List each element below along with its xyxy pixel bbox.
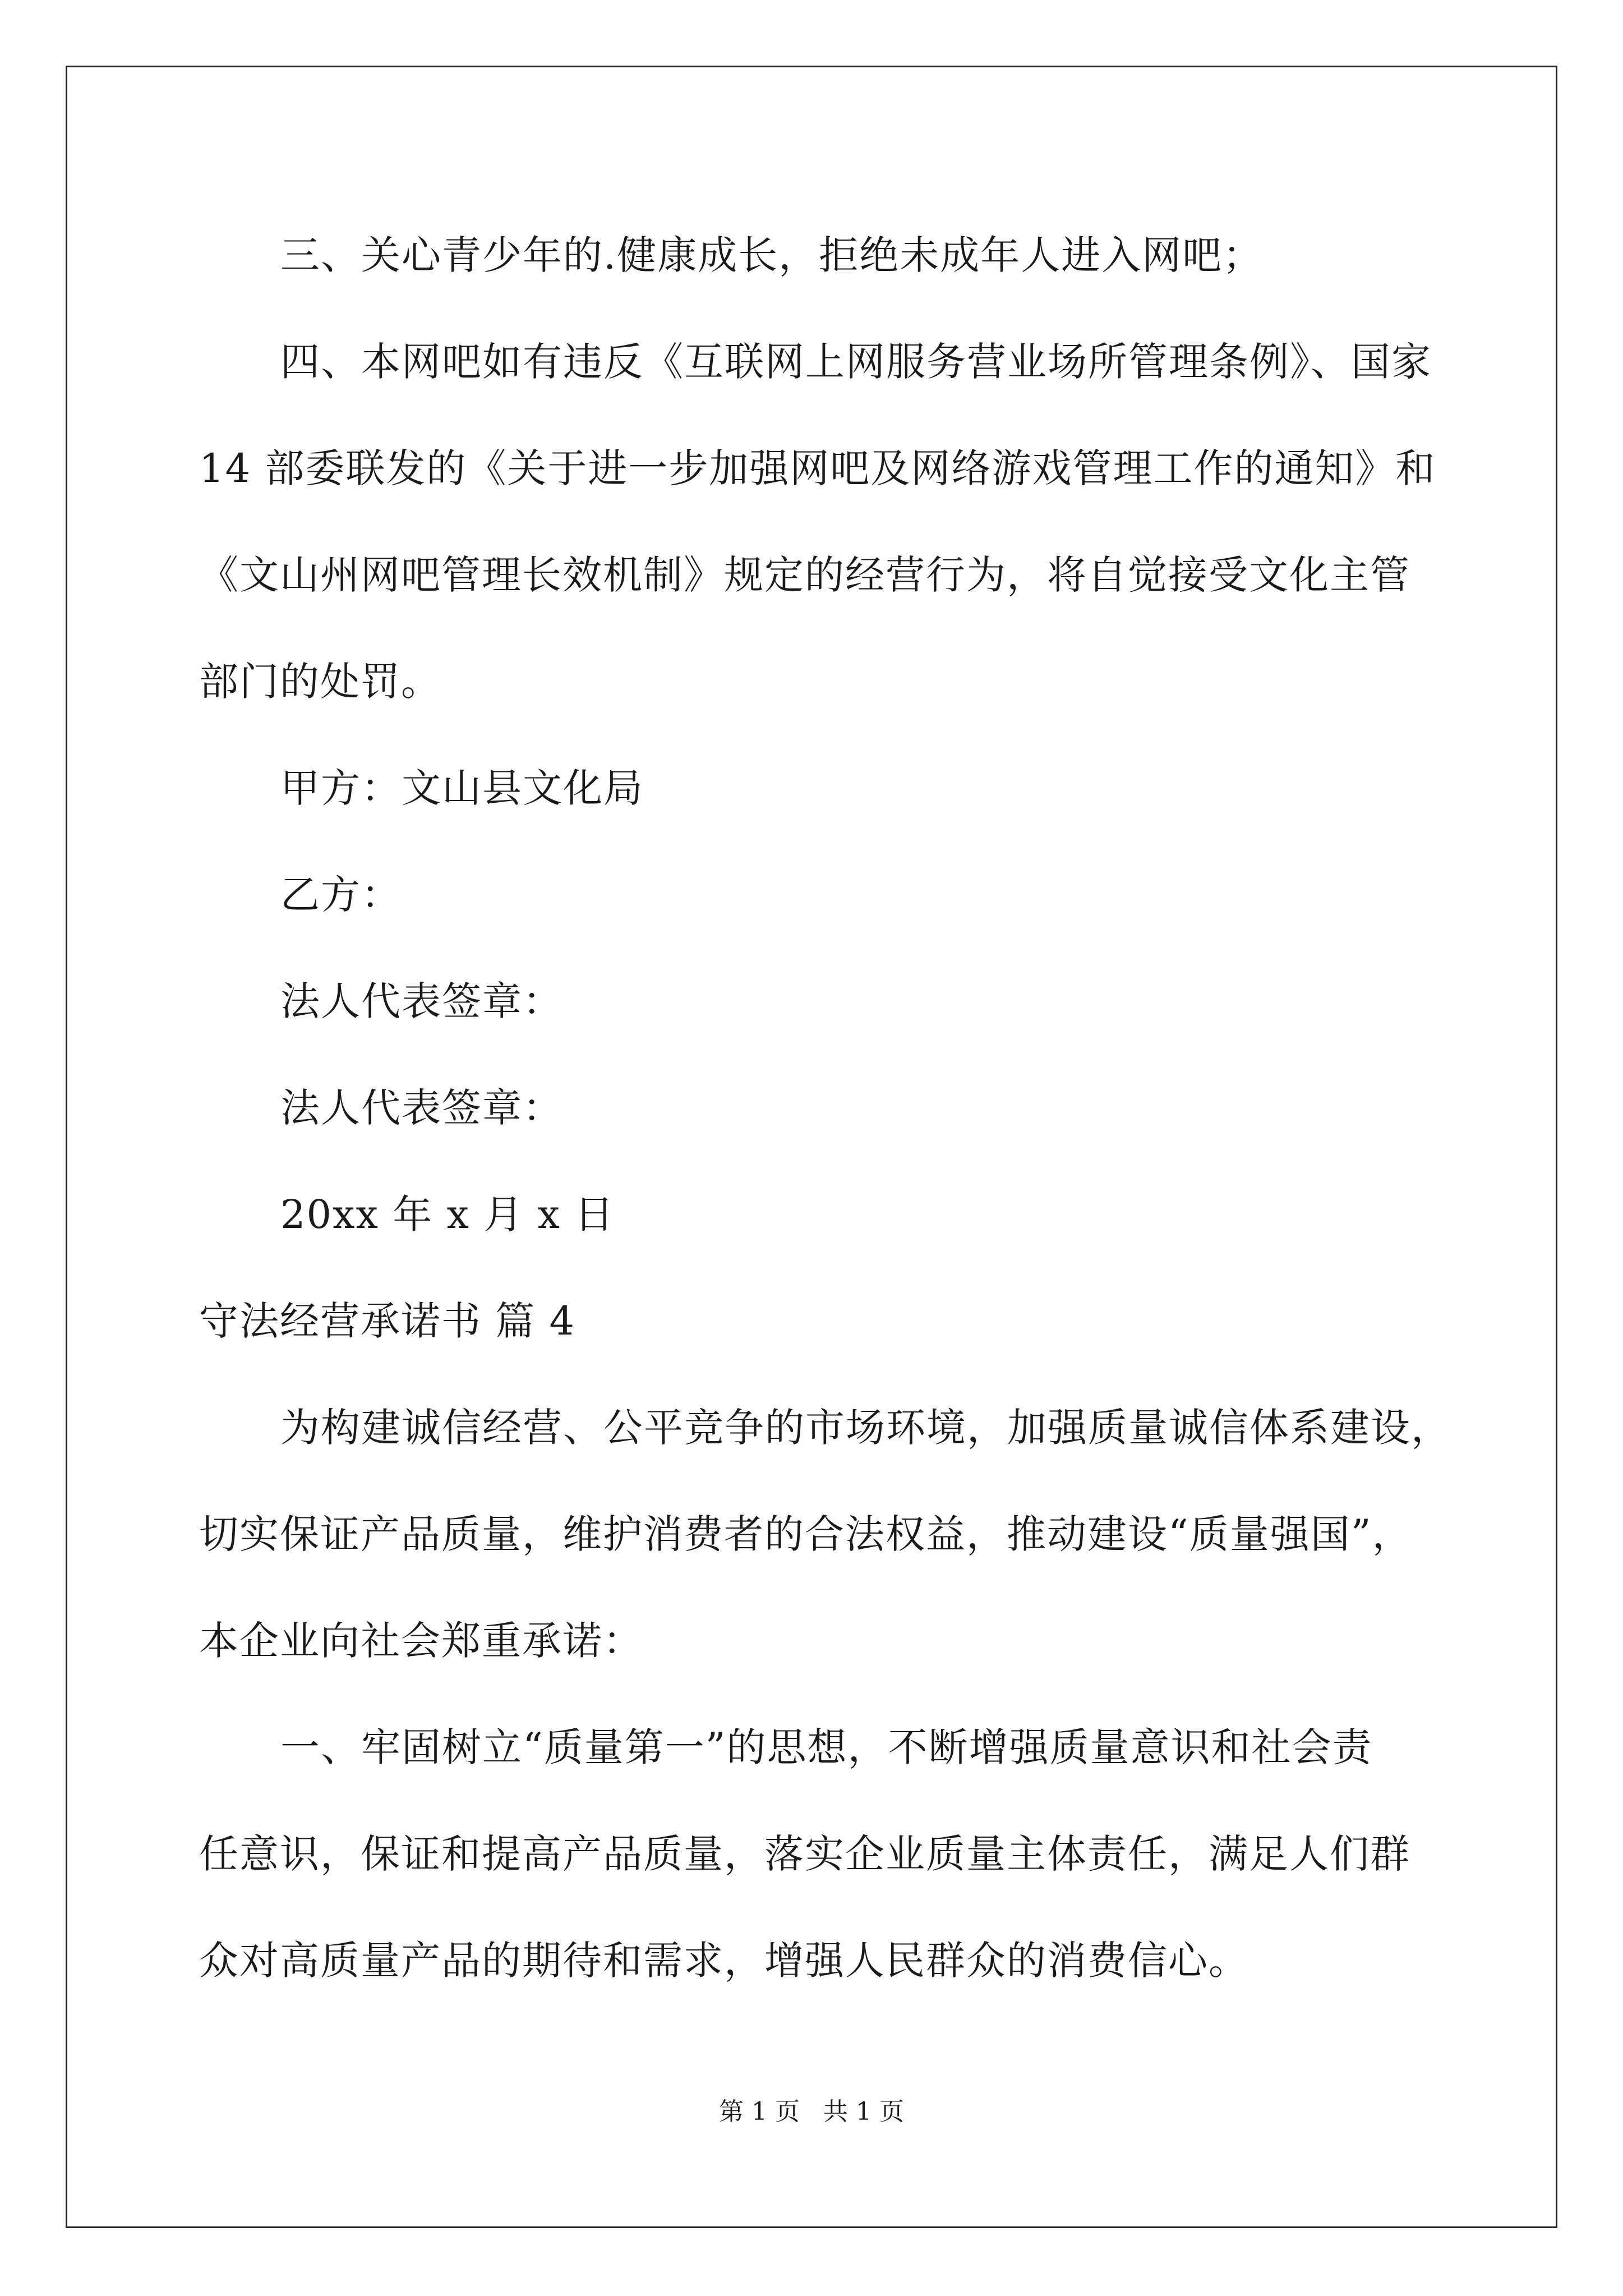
paragraph-line: 三、关心青少年的.健康成长，拒绝未成年人进入网吧； bbox=[280, 232, 1264, 278]
date-line: 20xx 年 x 月 x 日 bbox=[280, 1191, 615, 1237]
paragraph-line: 本企业向社会郑重承诺： bbox=[199, 1618, 643, 1664]
signature-line: 法人代表签章： bbox=[280, 1085, 563, 1131]
signature-line: 法人代表签章： bbox=[280, 978, 563, 1024]
paragraph-line: 为构建诚信经营、公平竞争的市场环境，加强质量诚信体系建设， bbox=[280, 1405, 1451, 1451]
page-footer: 第 1 页 共 1 页 bbox=[719, 2097, 904, 2126]
paragraph-line: 众对高质量产品的期待和需求，增强人民群众的消费信心。 bbox=[199, 1938, 1249, 1984]
party-a-line: 甲方：文山县文化局 bbox=[280, 765, 644, 811]
page-frame bbox=[66, 66, 1557, 2228]
paragraph-line: 切实保证产品质量，维护消费者的合法权益，推动建设“质量强国”， bbox=[199, 1511, 1413, 1557]
paragraph-line: 14 部委联发的《关于进一步加强网吧及网络游戏管理工作的通知》和 bbox=[199, 445, 1436, 491]
paragraph-line: 《文山州网吧管理长效机制》规定的经营行为，将自觉接受文化主管 bbox=[199, 552, 1410, 598]
paragraph-line: 四、本网吧如有违反《互联网上网服务营业场所管理条例》、国家 bbox=[280, 339, 1432, 385]
paragraph-line: 任意识，保证和提高产品质量，落实企业质量主体责任，满足人们群 bbox=[199, 1831, 1410, 1877]
section-heading: 守法经营承诺书 篇 4 bbox=[199, 1298, 576, 1344]
paragraph-line: 一、牢固树立“质量第一”的思想，不断增强质量意识和社会责 bbox=[280, 1724, 1373, 1770]
party-b-line: 乙方： bbox=[280, 872, 402, 918]
paragraph-line: 部门的处罚。 bbox=[199, 659, 441, 705]
